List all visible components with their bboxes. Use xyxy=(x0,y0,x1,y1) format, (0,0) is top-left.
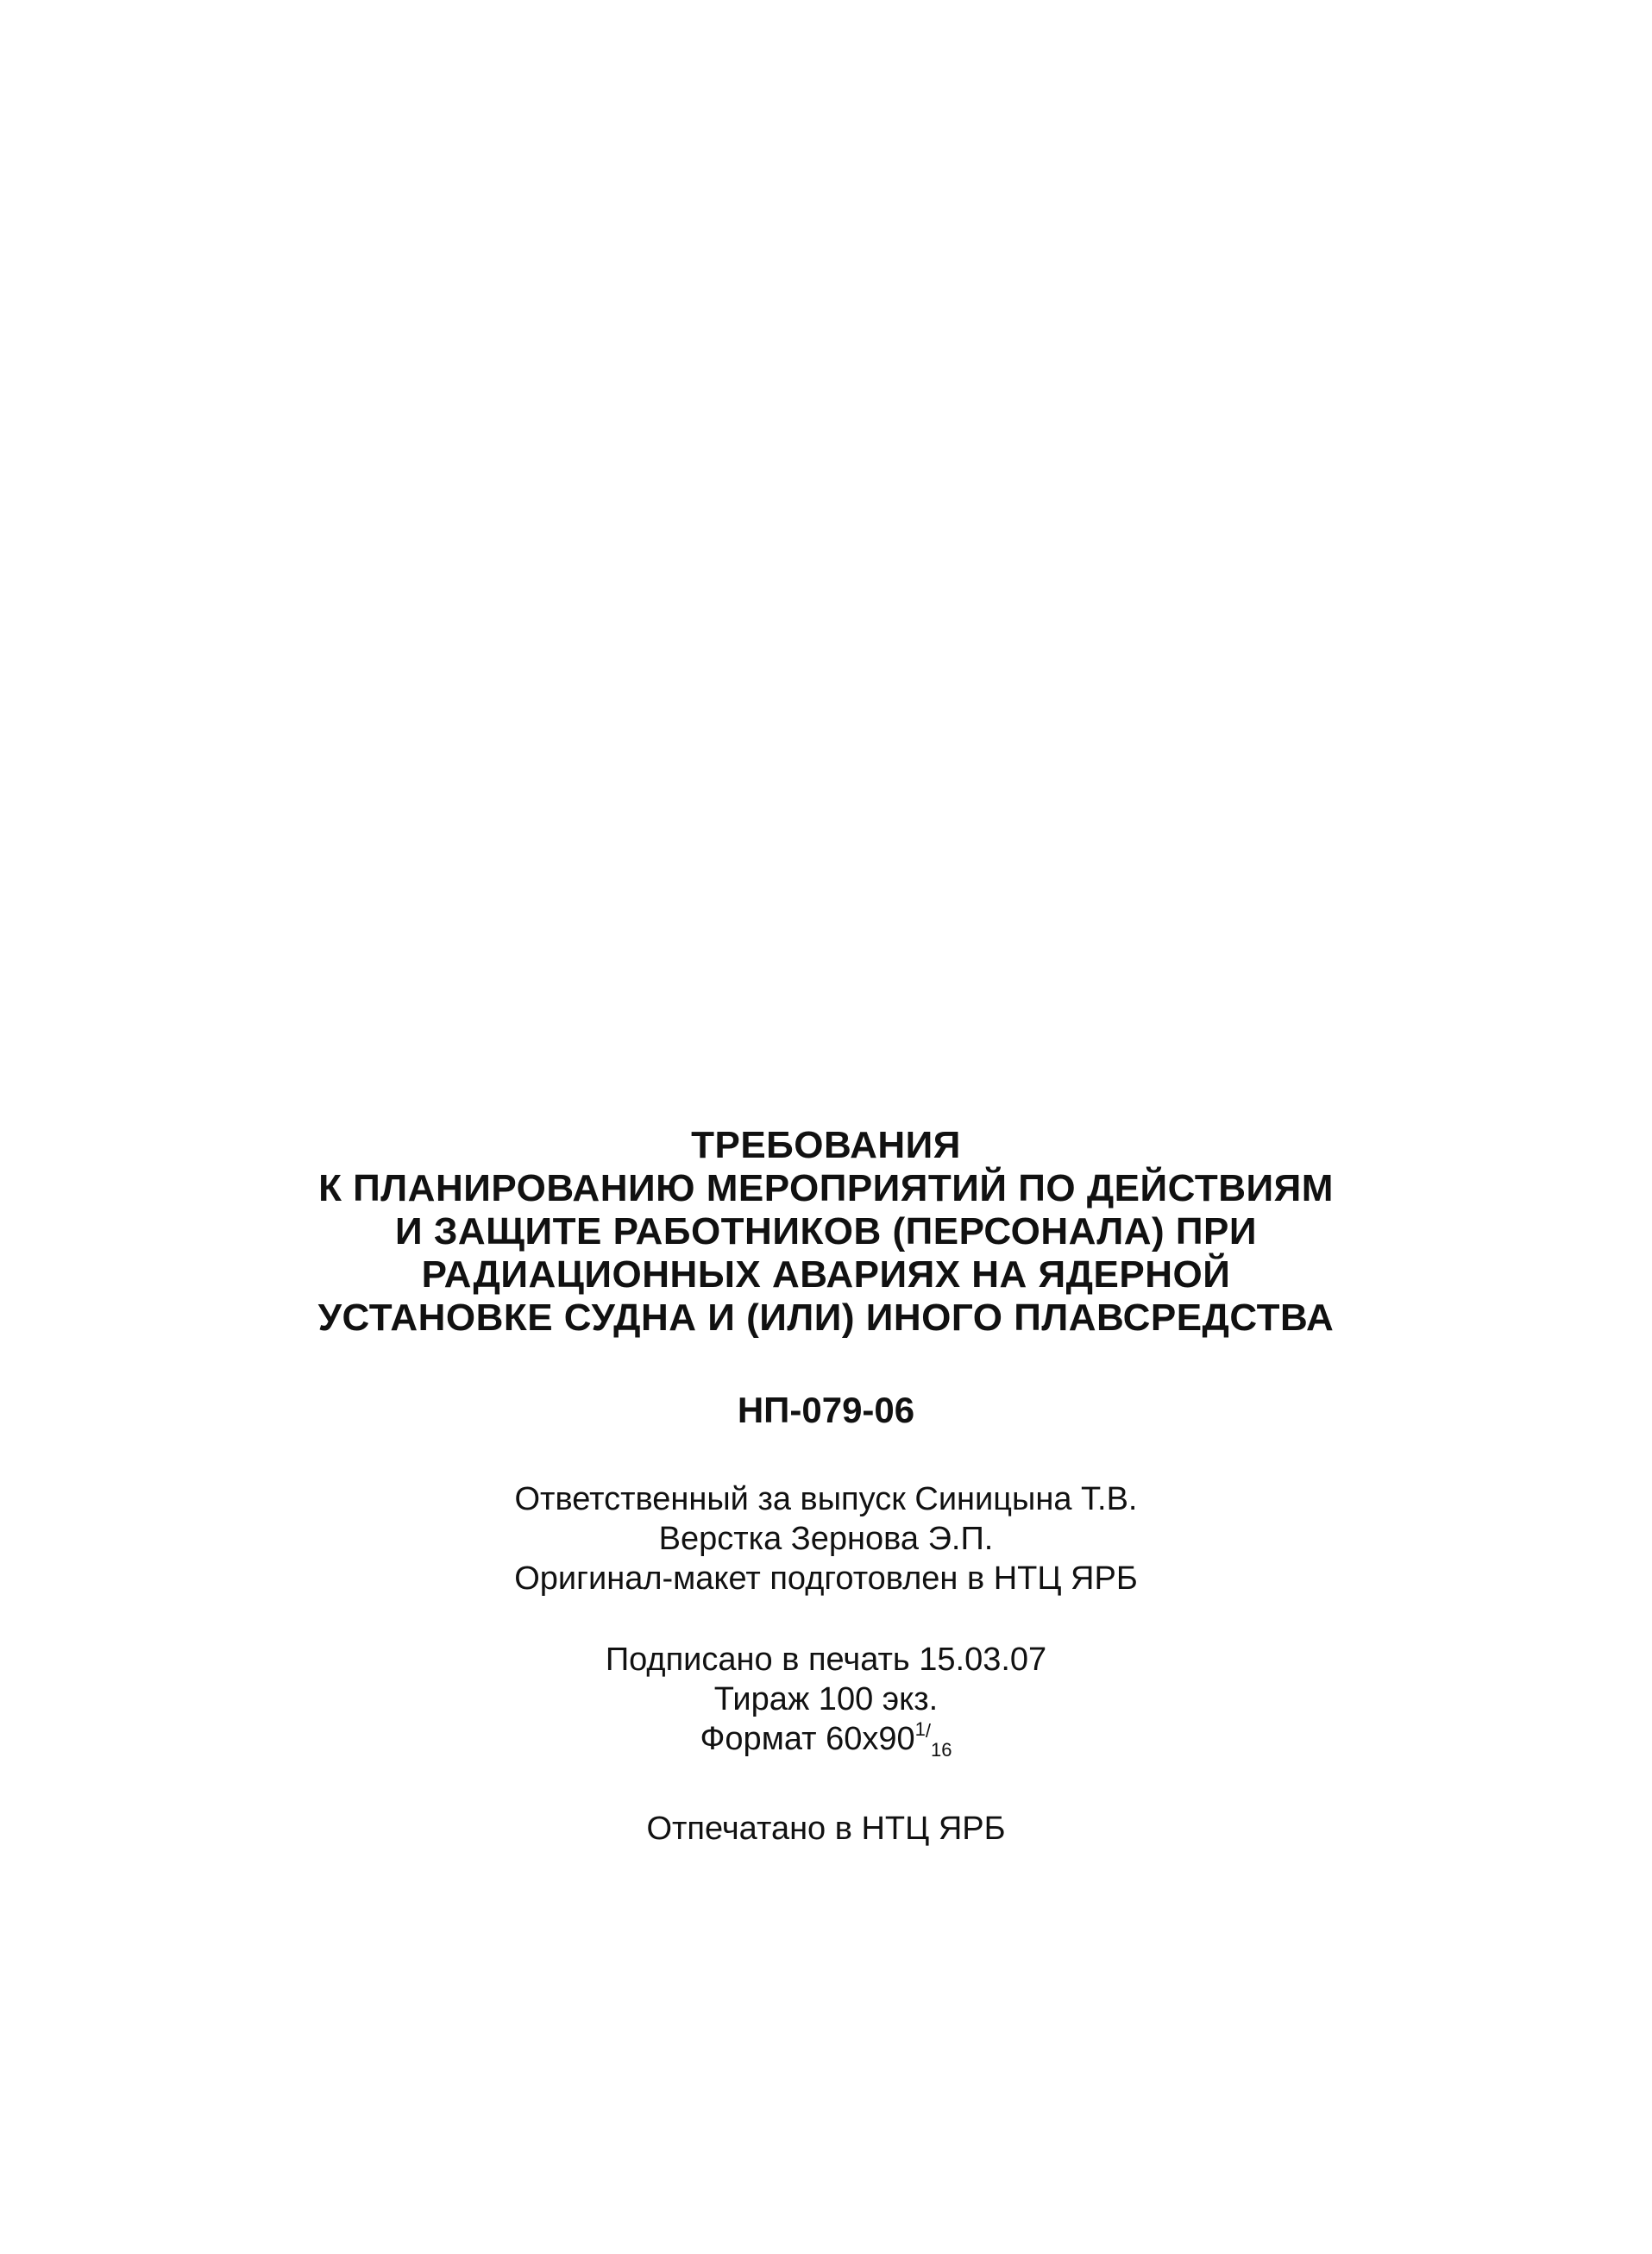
format-fraction-numerator: 1 xyxy=(914,1718,926,1740)
credit-layout: Верстка Зернова Э.П. xyxy=(658,1521,994,1557)
format-prefix: Формат 60х90 xyxy=(700,1721,915,1757)
format-fraction-denominator: 16 xyxy=(930,1739,952,1761)
print-info xyxy=(0,1640,1652,1759)
title-line: ТРЕБОВАНИЯ xyxy=(691,1124,961,1166)
format-fraction-slash: / xyxy=(925,1720,931,1742)
title-line: УСТАНОВКЕ СУДНА И (ИЛИ) ИНОГО ПЛАВСРЕДСТВА xyxy=(317,1297,1335,1339)
circulation: Тираж 100 экз. xyxy=(713,1681,939,1717)
document-code: НП-079-06 xyxy=(737,1390,915,1430)
credits xyxy=(0,1479,1652,1598)
printed-at: Отпечатано в НТЦ ЯРБ xyxy=(646,1811,1006,1847)
credit-responsible: Ответственный за выпуск Синицына Т.В. xyxy=(514,1481,1138,1517)
paper-format xyxy=(0,1719,1652,1759)
title-line: И ЗАЩИТЕ РАБОТНИКОВ (ПЕРСОНАЛА) ПРИ xyxy=(394,1210,1258,1253)
document-title xyxy=(0,1124,1652,1340)
credit-original: Оригинал-макет подготовлен в НТЦ ЯРБ xyxy=(514,1560,1138,1597)
signed-for-print: Подписано в печать 15.03.07 xyxy=(605,1642,1047,1678)
title-line: К ПЛАНИРОВАНИЮ МЕРОПРИЯТИЙ ПО ДЕЙСТВИЯМ xyxy=(318,1167,1334,1209)
title-line: РАДИАЦИОННЫХ АВАРИЯХ НА ЯДЕРНОЙ xyxy=(421,1253,1231,1296)
imprint-block xyxy=(0,1124,1652,1849)
